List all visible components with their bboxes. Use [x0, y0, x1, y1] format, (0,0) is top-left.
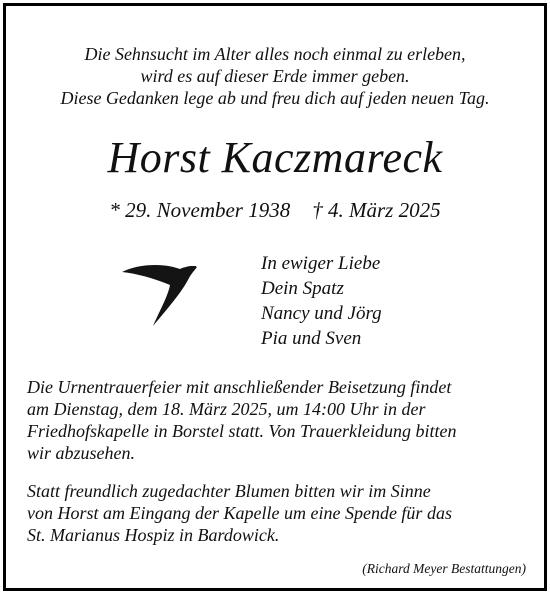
paragraph-line: wir abzusehen. [27, 443, 135, 463]
birth-date: * 29. November 1938 [109, 198, 291, 222]
mourner-line: Nancy und Jörg [261, 303, 382, 324]
deceased-name: Horst Kaczmareck [107, 133, 443, 182]
poem-line: Diese Gedanken lege ab und freu dich auf jeden neuen Tag. [60, 88, 490, 108]
undertaker-credit: (Richard Meyer Bestattungen) [362, 561, 526, 576]
mourner-line: In ewiger Liebe [261, 253, 381, 274]
life-dates [6, 197, 544, 223]
paragraph-line: am Dienstag, dem 18. März 2025, um 14:00 Uhr in der [27, 399, 426, 419]
death-date: † 4. März 2025 [312, 198, 441, 222]
mourners-list [261, 251, 382, 351]
poem-line: Die Sehnsucht im Alter alles noch einmal zu erleben, [84, 44, 466, 64]
swift-bird-icon [120, 258, 220, 328]
obituary-frame [3, 3, 547, 591]
paragraph-line: von Horst am Eingang der Kapelle um eine Spende für das [27, 503, 452, 523]
poem-line: wird es auf dieser Erde immer geben. [140, 66, 410, 86]
paragraph-line: Die Urnentrauerfeier mit anschließender Beisetzung findet [27, 377, 452, 397]
paragraph-line: St. Marianus Hospiz in Bardowick. [27, 525, 280, 545]
paragraph-line: Statt freundlich zugedachter Blumen bitten wir im Sinne [27, 481, 431, 501]
paragraph-line: Friedhofskapelle in Borstel statt. Von Trauerkleidung bitten [27, 421, 457, 441]
mourner-line: Dein Spatz [261, 278, 344, 299]
donation-paragraph [27, 480, 537, 546]
ceremony-paragraph [27, 376, 537, 464]
poem [6, 43, 544, 109]
mourner-line: Pia und Sven [261, 328, 362, 349]
